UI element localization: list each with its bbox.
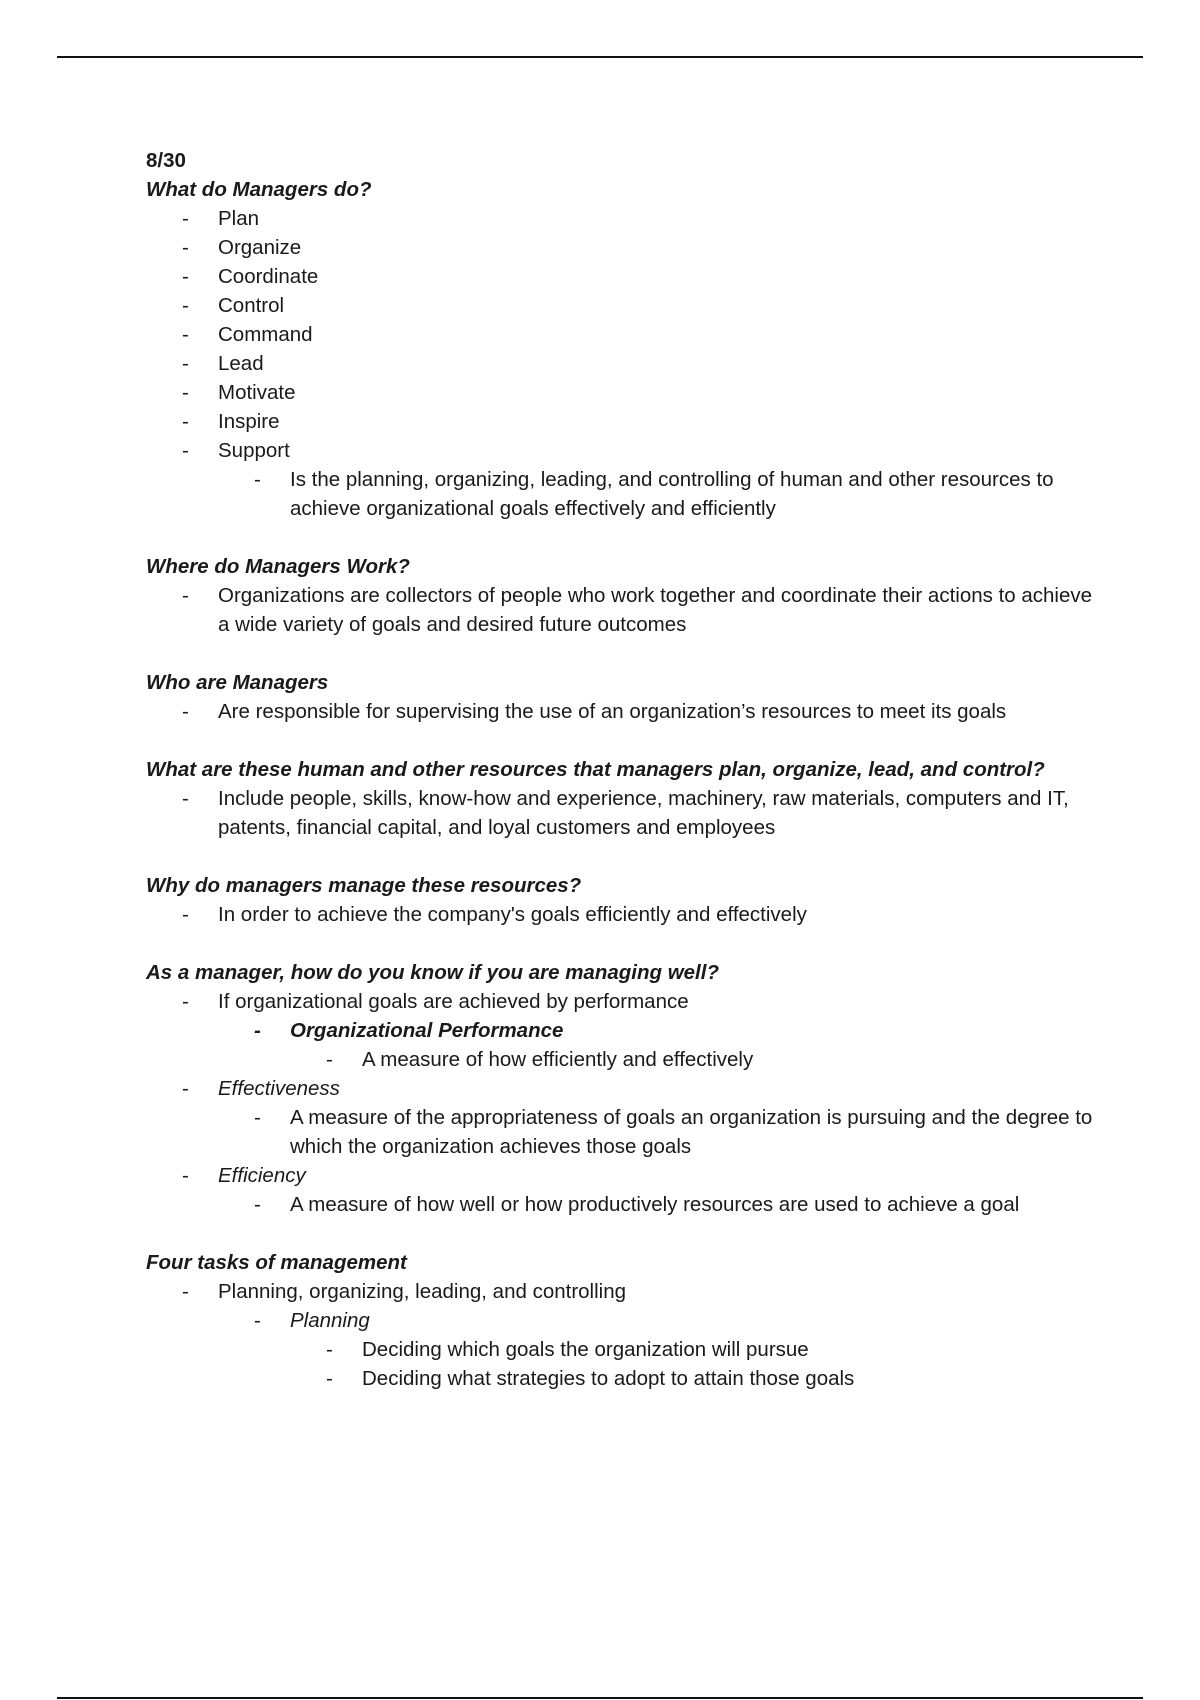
list-item-text: Is the planning, organizing, leading, and controlling of human and other resources to achieve organizational goals effectively and efficiently <box>290 468 1054 520</box>
list-item-text: Are responsible for supervising the use of an organization’s resources to meet its goals <box>218 700 1007 723</box>
list-item-text: Organizations are collectors of people who work together and coordinate their actions to achieve a wide variety of goals and desired future outcomes <box>218 584 1093 636</box>
bullet-list <box>146 900 1096 929</box>
spacer <box>146 523 1096 552</box>
notes-page <box>146 146 1096 1393</box>
list-item-text: Planning <box>290 1309 370 1332</box>
bullet-list <box>146 1277 1096 1393</box>
list-item <box>146 987 1096 1074</box>
list-item <box>218 1103 1096 1161</box>
list-item-text: Organizational Performance <box>290 1019 564 1042</box>
list-item <box>146 320 1096 349</box>
spacer <box>146 842 1096 871</box>
bullet-list <box>146 987 1096 1219</box>
dash-marker: - <box>182 1077 189 1100</box>
list-item <box>146 697 1096 726</box>
dash-marker: - <box>182 410 189 433</box>
section-managing-well <box>146 958 1096 1219</box>
sub-list <box>218 1306 1096 1393</box>
section-heading: Where do Managers Work? <box>146 555 410 578</box>
list-item-text: Inspire <box>218 410 280 433</box>
dash-marker: - <box>254 1106 261 1129</box>
sub-sub-list <box>290 1335 1096 1393</box>
dash-marker: - <box>182 236 189 259</box>
list-item <box>218 1190 1096 1219</box>
list-item-text: A measure of the appropriateness of goals an organization is pursuing and the degree to which the organization achieves those goals <box>290 1106 1093 1158</box>
list-item-text: Effectiveness <box>218 1077 340 1100</box>
list-item <box>146 407 1096 436</box>
list-item <box>146 349 1096 378</box>
dash-marker: - <box>182 381 189 404</box>
bullet-list <box>146 204 1096 523</box>
section-heading: What do Managers do? <box>146 178 372 201</box>
list-item <box>218 1306 1096 1393</box>
list-item <box>146 436 1096 523</box>
bullet-list <box>146 784 1096 842</box>
bullet-list <box>146 581 1096 639</box>
section-heading: Why do managers manage these resources? <box>146 874 582 897</box>
list-item <box>146 291 1096 320</box>
list-item <box>290 1364 1096 1393</box>
sub-list <box>218 1190 1096 1219</box>
list-item-text: Deciding what strategies to adopt to attain those goals <box>362 1367 855 1390</box>
list-item <box>290 1045 1096 1074</box>
list-item <box>146 1277 1096 1393</box>
list-item <box>146 378 1096 407</box>
list-item-text: Efficiency <box>218 1164 306 1187</box>
dash-marker: - <box>254 1193 261 1216</box>
dash-marker: - <box>182 700 189 723</box>
dash-marker: - <box>326 1367 333 1390</box>
section-resources <box>146 755 1096 842</box>
section-heading: As a manager, how do you know if you are managing well? <box>146 961 719 984</box>
sub-list <box>218 1103 1096 1161</box>
list-item-text: Organize <box>218 236 302 259</box>
spacer <box>146 929 1096 958</box>
dash-marker: - <box>254 1019 261 1042</box>
section-heading: Who are Managers <box>146 671 329 694</box>
spacer <box>146 639 1096 668</box>
list-item-text: Lead <box>218 352 264 375</box>
section-where-managers-work <box>146 552 1096 639</box>
dash-marker: - <box>182 1164 189 1187</box>
list-item-text: Plan <box>218 207 260 230</box>
sub-list <box>218 465 1096 523</box>
bottom-rule <box>57 1697 1143 1699</box>
list-item <box>146 233 1096 262</box>
sub-list <box>218 1016 1096 1074</box>
spacer <box>146 1219 1096 1248</box>
dash-marker: - <box>182 787 189 810</box>
section-heading: Four tasks of management <box>146 1251 407 1274</box>
list-item-text: Deciding which goals the organization will pursue <box>362 1338 809 1361</box>
section-what-managers-do <box>146 175 1096 523</box>
dash-marker: - <box>254 1309 261 1332</box>
dash-marker: - <box>326 1338 333 1361</box>
list-item-text: If organizational goals are achieved by performance <box>218 990 689 1013</box>
dash-marker: - <box>182 294 189 317</box>
section-who-are-managers <box>146 668 1096 726</box>
list-item <box>218 465 1096 523</box>
dash-marker: - <box>182 1280 189 1303</box>
list-item <box>146 900 1096 929</box>
list-item <box>146 1074 1096 1161</box>
list-item <box>146 581 1096 639</box>
list-item <box>290 1335 1096 1364</box>
dash-marker: - <box>182 990 189 1013</box>
date-label: 8/30 <box>146 149 186 172</box>
section-four-tasks <box>146 1248 1096 1393</box>
section-why-manage <box>146 871 1096 929</box>
list-item-text: A measure of how efficiently and effectively <box>362 1048 754 1071</box>
list-item <box>146 204 1096 233</box>
dash-marker: - <box>254 468 261 491</box>
sub-sub-list <box>290 1045 1096 1074</box>
top-rule <box>57 56 1143 58</box>
list-item-text: Command <box>218 323 313 346</box>
dash-marker: - <box>182 323 189 346</box>
list-item-text: Motivate <box>218 381 296 404</box>
list-item <box>146 262 1096 291</box>
list-item <box>146 1161 1096 1219</box>
spacer <box>146 726 1096 755</box>
list-item <box>146 784 1096 842</box>
list-item-text: Support <box>218 439 290 462</box>
list-item-text: Planning, organizing, leading, and controlling <box>218 1280 627 1303</box>
dash-marker: - <box>326 1048 333 1071</box>
list-item-text: A measure of how well or how productively resources are used to achieve a goal <box>290 1193 1020 1216</box>
list-item-text: Include people, skills, know-how and experience, machinery, raw materials, computers and IT, patents, financial capital, and loyal customers and employees <box>218 787 1069 839</box>
list-item <box>218 1016 1096 1074</box>
list-item-text: Coordinate <box>218 265 319 288</box>
list-item-text: In order to achieve the company's goals efficiently and effectively <box>218 903 807 926</box>
section-heading: What are these human and other resources that managers plan, organize, lead, and control? <box>146 758 1045 781</box>
dash-marker: - <box>182 439 189 462</box>
list-item-text: Control <box>218 294 285 317</box>
bullet-list <box>146 697 1096 726</box>
dash-marker: - <box>182 584 189 607</box>
dash-marker: - <box>182 207 189 230</box>
dash-marker: - <box>182 265 189 288</box>
dash-marker: - <box>182 352 189 375</box>
dash-marker: - <box>182 903 189 926</box>
